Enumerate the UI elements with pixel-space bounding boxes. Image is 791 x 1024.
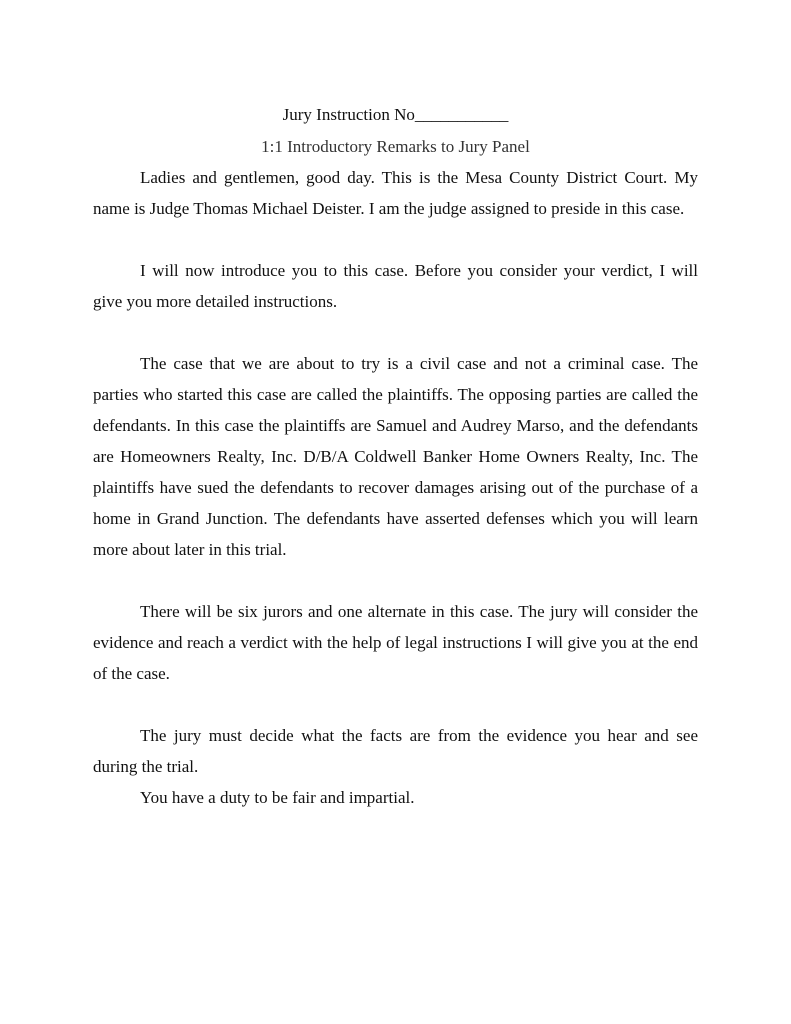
- instruction-subtitle: 1:1 Introductory Remarks to Jury Panel: [261, 137, 530, 156]
- paragraph-introduction: I will now introduce you to this case. Before you consider your verdict, I will give you more detailed instructions.: [93, 261, 698, 311]
- paragraph-spacer: [93, 224, 698, 255]
- paragraph-duty: You have a duty to be fair and impartial.: [140, 788, 415, 807]
- paragraph-spacer: [93, 689, 698, 720]
- paragraph-greeting: Ladies and gentlemen, good day. This is the Mesa County District Court. My name is Judge Thomas Michael Deister. I am the judge assigned to preside in this case.: [93, 168, 698, 218]
- instruction-title: Jury Instruction No___________: [282, 105, 509, 124]
- paragraph-spacer: [93, 565, 698, 596]
- paragraph-jurors: There will be six jurors and one alternate in this case. The jury will consider the evidence and reach a verdict with the help of legal instructions I will give you at the end of the case.: [93, 602, 698, 683]
- paragraph-spacer: [93, 317, 698, 348]
- paragraph-case-description: The case that we are about to try is a civil case and not a criminal case. The parties who started this case are called the plaintiffs. The opposing parties are called the defendants. In this case the plaintiffs are Samuel and Audrey Marso, and the defendants are Homeowners Realty, Inc. D/B/A Coldwell Banker Home Owners Realty, Inc. The plaintiffs have sued the defendants to recover damages arising out of the purchase of a home in Grand Junction. The defendants have asserted defenses which you will learn more about later in this trial.: [93, 354, 698, 559]
- paragraph-facts: The jury must decide what the facts are from the evidence you hear and see during the trial.: [93, 726, 698, 776]
- document-page: [93, 100, 698, 813]
